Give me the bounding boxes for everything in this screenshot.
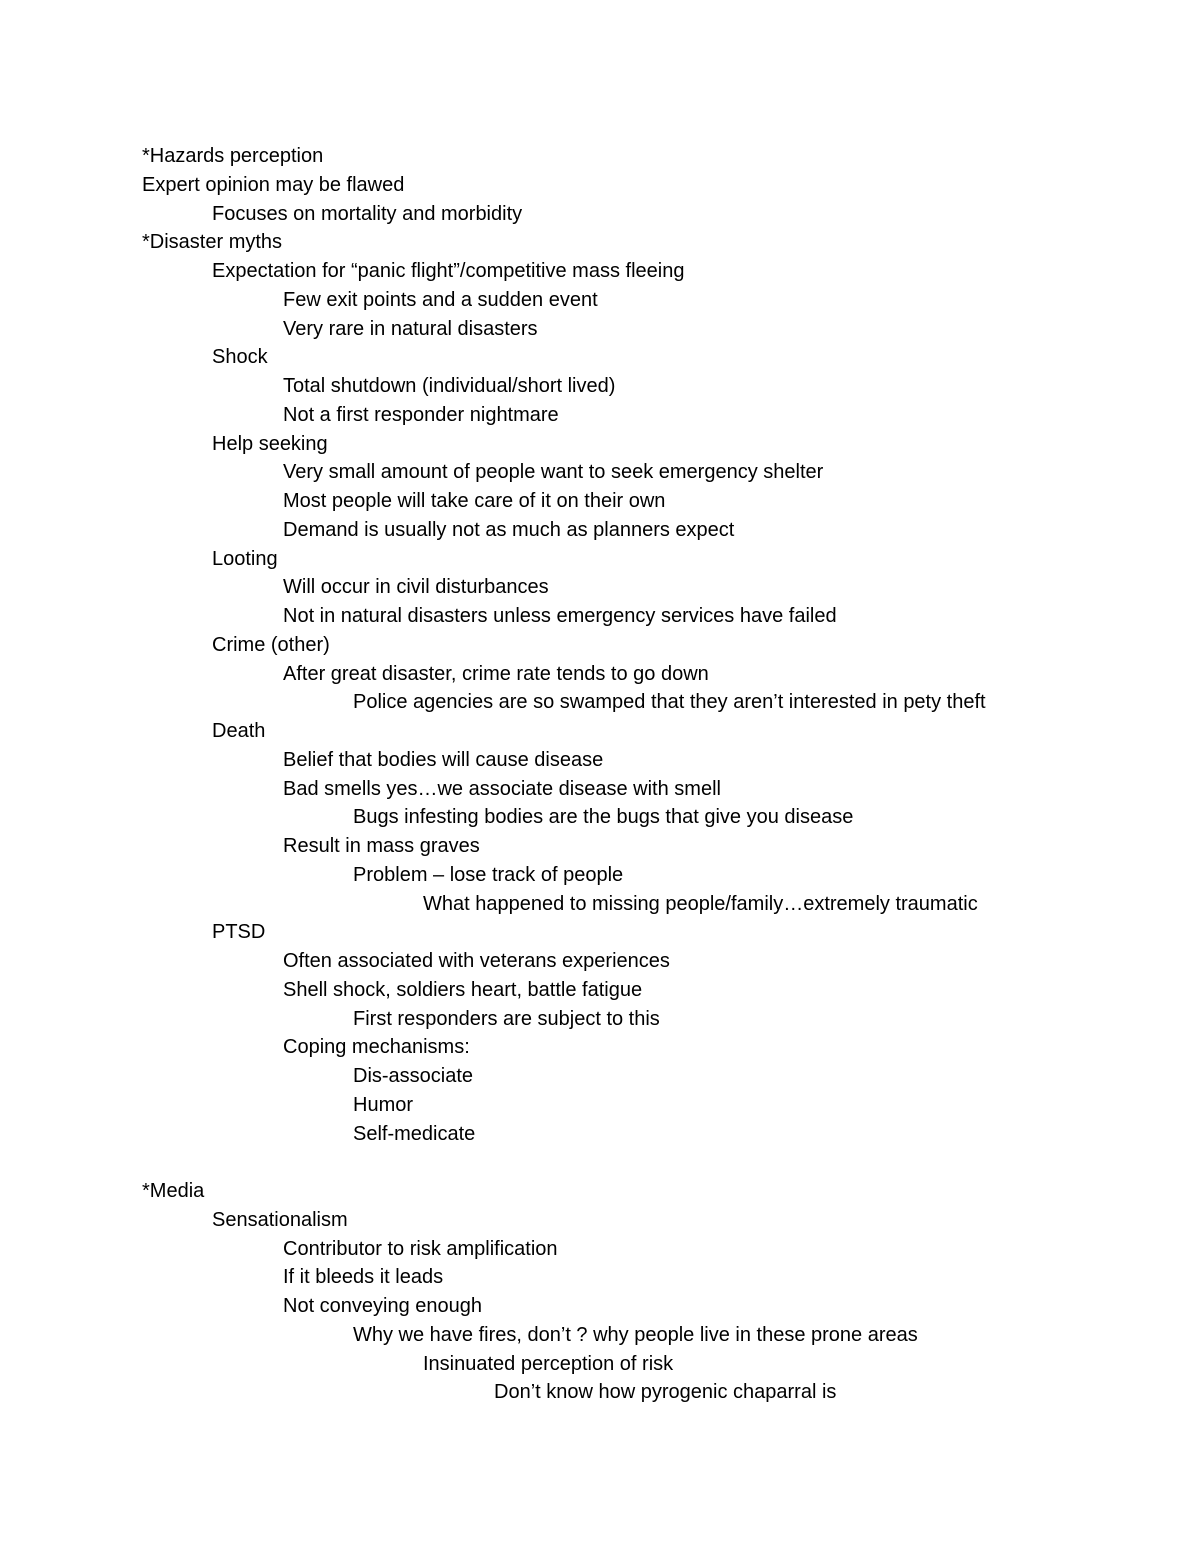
outline-line: Belief that bodies will cause disease [283,748,604,771]
outline-line: Total shutdown (individual/short lived) [283,375,616,397]
outline-line: Few exit points and a sudden event [283,288,598,311]
outline-line: Help seeking [212,432,328,455]
outline-line: Dis-associate [353,1065,474,1087]
outline-line: PTSD [212,921,266,944]
outline-line: Expectation for “panic flight”/competitive mass fleeing [212,260,685,282]
outline-line: Problem – lose track of people [353,863,624,886]
outline-line: Shell shock, soldiers heart, battle fatigue [283,978,643,1001]
outline-line: Sensationalism [212,1208,348,1231]
outline-line: *Media [142,1180,205,1202]
outline-line: Bugs infesting bodies are the bugs that give you disease [353,806,854,829]
outline-line: Insinuated perception of risk [423,1352,674,1375]
outline-line: Result in mass graves [283,835,480,857]
outline-line: Police agencies are so swamped that they aren’t interested in pety theft [353,691,986,714]
outline-line: Expert opinion may be flawed [142,173,405,196]
outline-line: Focuses on mortality and morbidity [212,202,523,225]
outline-line: Shock [212,346,268,369]
outline-line: Coping mechanisms: [283,1036,470,1059]
outline-line: *Hazards perception [142,145,324,167]
outline-line: First responders are subject to this [353,1007,660,1030]
outline-line: Very small amount of people want to seek emergency shelter [283,461,824,484]
outline-line: Most people will take care of it on their own [283,490,666,512]
outline-line: *Disaster myths [142,231,283,254]
outline-line: Don’t know how pyrogenic chaparral is [494,1381,837,1404]
outline-line: Often associated with veterans experiences [283,950,670,972]
outline-line: Very rare in natural disasters [283,317,538,340]
outline-line: Contributor to risk amplification [283,1237,558,1260]
outline-line: Not in natural disasters unless emergency services have failed [283,605,837,627]
outline-line: Why we have fires, don’t ? why people live in these prone areas [353,1323,918,1346]
outline-line: Not a first responder nightmare [283,403,559,426]
outline-line: Death [212,720,266,742]
outline-line: Not conveying enough [283,1295,483,1317]
blank-line [142,1148,1142,1177]
outline-line: After great disaster, crime rate tends to go down [283,662,709,685]
outline-line: What happened to missing people/family…extremely traumatic [423,892,978,915]
outline-line: Humor [353,1093,414,1116]
outline-line: Looting [212,547,278,570]
outline-line: If it bleeds it leads [283,1266,444,1289]
outline-line: Self-medicate [353,1122,476,1145]
outline-line: Will occur in civil disturbances [283,576,549,599]
outline-line: Bad smells yes…we associate disease with smell [283,777,721,800]
outline-notes [142,142,1142,1407]
outline-line: Crime (other) [212,633,330,656]
outline-line: Demand is usually not as much as planners expect [283,518,735,541]
